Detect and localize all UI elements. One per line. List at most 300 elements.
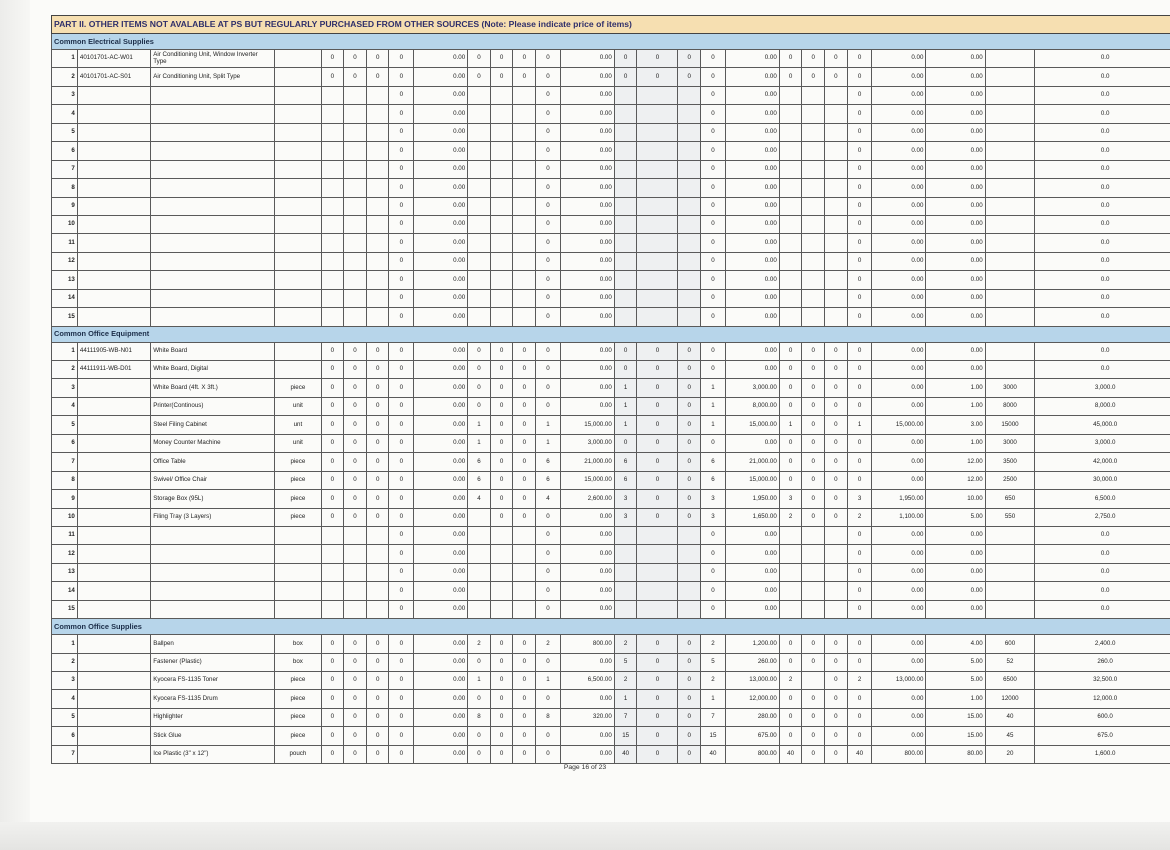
table-cell	[151, 86, 275, 104]
table-cell: 1	[701, 379, 726, 397]
table-cell: Kyocera FS-1135 Toner	[151, 672, 275, 690]
table-cell	[344, 179, 367, 197]
table-cell: 0	[536, 526, 561, 544]
table-cell	[151, 234, 275, 252]
table-cell: 1	[701, 690, 726, 708]
table-row	[52, 600, 1170, 618]
table-cell: 0	[637, 708, 678, 726]
table-cell: 0	[389, 545, 414, 563]
table-cell: 0.00	[926, 123, 985, 141]
table-cell: 0	[637, 434, 678, 452]
table-cell: Printer(Continous)	[151, 397, 275, 415]
table-cell: 0	[825, 342, 848, 360]
table-cell: 8000	[985, 397, 1035, 415]
scan-shadow-bottom	[0, 822, 1170, 850]
table-cell: 0.00	[926, 600, 985, 618]
table-cell: 0	[847, 289, 872, 307]
table-cell	[779, 215, 802, 233]
table-cell: 0	[389, 526, 414, 544]
table-cell: 0	[490, 508, 513, 526]
table-cell	[825, 142, 848, 160]
table-cell: 0	[779, 397, 802, 415]
table-row	[52, 142, 1170, 160]
table-cell	[802, 105, 825, 123]
table-cell: 80.00	[926, 745, 985, 763]
table-cell: 0	[825, 508, 848, 526]
table-row	[52, 545, 1170, 563]
table-cell: 8,000.0	[1035, 397, 1170, 415]
table-cell: 3	[779, 490, 802, 508]
table-cell	[77, 215, 150, 233]
table-cell: 0	[468, 745, 491, 763]
table-cell: 0	[321, 50, 344, 68]
table-cell	[490, 600, 513, 618]
table-cell	[77, 289, 150, 307]
table-cell	[678, 105, 701, 123]
table-cell: 0.00	[560, 653, 614, 671]
table-cell: 15000	[985, 416, 1035, 434]
table-cell	[344, 142, 367, 160]
table-cell: 0.00	[414, 308, 468, 326]
table-cell: 0	[490, 361, 513, 379]
table-cell: 0	[825, 68, 848, 86]
table-cell	[802, 600, 825, 618]
table-row	[52, 708, 1170, 726]
table-cell: 280.00	[725, 708, 779, 726]
table-cell: 0	[847, 179, 872, 197]
table-cell	[825, 252, 848, 270]
table-cell: 0.00	[725, 197, 779, 215]
table-cell	[637, 526, 678, 544]
table-cell	[321, 197, 344, 215]
table-cell	[513, 105, 536, 123]
table-cell: 0	[678, 471, 701, 489]
table-cell	[321, 563, 344, 581]
table-cell: 0.00	[414, 471, 468, 489]
table-cell: box	[275, 635, 321, 653]
table-cell: 0	[366, 397, 389, 415]
table-cell: 0	[536, 508, 561, 526]
table-cell	[275, 105, 321, 123]
table-cell: 0	[389, 582, 414, 600]
table-cell: 0.00	[560, 379, 614, 397]
table-cell: 0	[802, 434, 825, 452]
table-cell	[637, 271, 678, 289]
table-cell	[513, 582, 536, 600]
table-cell: 12	[52, 252, 78, 270]
table-cell: 0	[513, 361, 536, 379]
table-row	[52, 160, 1170, 178]
table-cell	[275, 142, 321, 160]
table-cell: 0	[847, 471, 872, 489]
table-cell: Office Table	[151, 453, 275, 471]
table-cell: 1	[468, 434, 491, 452]
table-cell	[779, 308, 802, 326]
table-cell: 0.00	[414, 234, 468, 252]
table-cell	[275, 197, 321, 215]
table-cell: 0	[847, 215, 872, 233]
table-cell: 52	[985, 653, 1035, 671]
table-cell	[614, 271, 637, 289]
table-cell	[321, 252, 344, 270]
table-cell: 0.00	[560, 105, 614, 123]
table-cell: 0	[366, 672, 389, 690]
table-cell: 3,000.0	[1035, 434, 1170, 452]
table-cell: Fastener (Plastic)	[151, 653, 275, 671]
table-cell: 0	[536, 86, 561, 104]
table-cell	[678, 197, 701, 215]
table-cell: 0.00	[414, 215, 468, 233]
table-cell: 0	[490, 690, 513, 708]
table-cell: 0	[678, 653, 701, 671]
table-cell: 45	[985, 727, 1035, 745]
table-cell: 0	[847, 68, 872, 86]
table-cell: Steel Filing Cabinet	[151, 416, 275, 434]
scan-shadow-left	[0, 0, 30, 850]
table-cell: 0	[344, 50, 367, 68]
table-cell: 15,000.00	[560, 471, 614, 489]
table-cell: 4	[468, 490, 491, 508]
table-cell: 10	[52, 215, 78, 233]
table-cell: 13,000.00	[725, 672, 779, 690]
table-cell	[678, 179, 701, 197]
table-cell	[614, 308, 637, 326]
table-cell: 0	[389, 416, 414, 434]
table-cell: 0	[701, 563, 726, 581]
table-cell: 0.0	[1035, 563, 1170, 581]
table-cell	[77, 471, 150, 489]
table-row	[52, 271, 1170, 289]
table-cell: 0	[536, 179, 561, 197]
table-cell: 0	[825, 653, 848, 671]
table-cell: 0.00	[560, 271, 614, 289]
table-cell: 0	[389, 68, 414, 86]
table-cell: 0.00	[926, 105, 985, 123]
table-cell	[77, 234, 150, 252]
table-cell	[366, 215, 389, 233]
table-cell: 1	[701, 397, 726, 415]
table-cell	[678, 252, 701, 270]
table-cell: 0	[802, 416, 825, 434]
table-cell: 8	[52, 471, 78, 489]
table-cell: 0	[825, 416, 848, 434]
table-cell: 0	[344, 490, 367, 508]
table-cell	[779, 526, 802, 544]
table-cell: 6500	[985, 672, 1035, 690]
table-cell: 0.00	[560, 160, 614, 178]
table-cell: 0	[802, 453, 825, 471]
table-cell	[614, 179, 637, 197]
table-cell	[77, 179, 150, 197]
table-cell: 0.00	[926, 50, 985, 68]
table-cell: 1	[614, 397, 637, 415]
table-cell: 0	[513, 397, 536, 415]
table-cell: 0	[779, 361, 802, 379]
table-cell: 0.0	[1035, 234, 1170, 252]
table-cell: 0	[637, 453, 678, 471]
table-cell	[802, 252, 825, 270]
table-cell: 0	[637, 68, 678, 86]
table-cell	[825, 289, 848, 307]
table-cell: 4	[52, 690, 78, 708]
table-cell: 2	[614, 672, 637, 690]
table-cell	[802, 86, 825, 104]
table-cell	[779, 563, 802, 581]
table-cell: 0	[389, 434, 414, 452]
table-cell: 40101701-AC-W01	[77, 50, 150, 68]
table-cell: 0	[701, 68, 726, 86]
table-cell: 0	[536, 690, 561, 708]
table-cell: 0	[389, 86, 414, 104]
table-cell: 4	[52, 397, 78, 415]
table-cell: 2	[536, 635, 561, 653]
table-cell: 0	[536, 252, 561, 270]
section-title: Common Office Supplies	[52, 619, 1170, 635]
table-cell	[151, 526, 275, 544]
table-cell: 0.00	[414, 434, 468, 452]
table-cell: 0.0	[1035, 86, 1170, 104]
table-cell	[513, 308, 536, 326]
table-cell	[77, 252, 150, 270]
table-cell: 0.00	[560, 508, 614, 526]
table-cell	[77, 123, 150, 141]
table-cell	[490, 105, 513, 123]
table-cell: 550	[985, 508, 1035, 526]
table-cell: 0.0	[1035, 289, 1170, 307]
table-cell: 0	[389, 635, 414, 653]
table-row	[52, 745, 1170, 763]
table-cell: 0	[536, 160, 561, 178]
table-cell: 0	[513, 50, 536, 68]
table-cell: 3,000.00	[560, 434, 614, 452]
table-cell: 0	[847, 708, 872, 726]
table-cell: 0.00	[926, 68, 985, 86]
table-cell: 0	[678, 690, 701, 708]
table-cell	[678, 234, 701, 252]
table-cell	[77, 600, 150, 618]
table-cell	[779, 105, 802, 123]
table-cell: 0	[825, 690, 848, 708]
table-cell	[366, 545, 389, 563]
table-cell	[779, 142, 802, 160]
table-cell: 0.0	[1035, 582, 1170, 600]
table-cell: 5.00	[926, 672, 985, 690]
table-cell: 3	[52, 379, 78, 397]
table-cell: 0	[779, 453, 802, 471]
table-cell: 0	[513, 672, 536, 690]
table-cell: 0	[389, 600, 414, 618]
table-cell: 0.00	[560, 234, 614, 252]
table-cell: 0	[468, 361, 491, 379]
table-cell	[678, 215, 701, 233]
table-cell	[77, 708, 150, 726]
table-cell: 0	[701, 526, 726, 544]
table-cell: 0.0	[1035, 545, 1170, 563]
table-cell: 0	[678, 453, 701, 471]
table-cell: 0.00	[926, 545, 985, 563]
table-cell	[490, 123, 513, 141]
table-row	[52, 234, 1170, 252]
table-cell: 3	[52, 86, 78, 104]
table-cell	[490, 308, 513, 326]
table-cell: 0	[366, 361, 389, 379]
table-cell	[985, 50, 1035, 68]
table-cell	[985, 86, 1035, 104]
table-cell	[513, 234, 536, 252]
table-cell: White Board	[151, 342, 275, 360]
table-cell: 0.00	[872, 545, 926, 563]
table-cell: 0.00	[872, 160, 926, 178]
table-cell: 0	[344, 653, 367, 671]
table-cell	[825, 234, 848, 252]
table-cell	[366, 86, 389, 104]
table-cell	[802, 123, 825, 141]
table-cell: 0	[321, 745, 344, 763]
table-cell: 0	[366, 342, 389, 360]
table-cell	[468, 526, 491, 544]
table-cell	[275, 68, 321, 86]
table-cell: 0.00	[872, 453, 926, 471]
table-cell: 0	[468, 68, 491, 86]
table-cell	[321, 160, 344, 178]
table-cell	[321, 105, 344, 123]
table-cell	[985, 215, 1035, 233]
table-cell: 0	[389, 508, 414, 526]
table-cell: 0.00	[414, 635, 468, 653]
table-cell	[985, 234, 1035, 252]
table-cell	[825, 179, 848, 197]
table-cell	[321, 545, 344, 563]
table-cell: 0	[678, 745, 701, 763]
table-cell	[637, 179, 678, 197]
table-cell: 0	[701, 179, 726, 197]
table-cell: 0	[847, 379, 872, 397]
table-cell	[77, 690, 150, 708]
table-cell: 0.0	[1035, 526, 1170, 544]
table-cell: 0	[344, 635, 367, 653]
table-cell: 0	[536, 653, 561, 671]
table-cell	[468, 271, 491, 289]
table-cell	[366, 582, 389, 600]
table-cell: 0	[321, 490, 344, 508]
table-cell: 0.00	[872, 289, 926, 307]
table-cell	[779, 86, 802, 104]
table-cell: piece	[275, 672, 321, 690]
page-number: Page 16 of 23	[563, 764, 607, 771]
table-cell	[321, 86, 344, 104]
table-cell	[490, 197, 513, 215]
table-cell	[275, 545, 321, 563]
table-cell: 0.00	[926, 308, 985, 326]
table-cell: 0	[321, 635, 344, 653]
table-cell: 0	[366, 490, 389, 508]
table-cell: 4.00	[926, 635, 985, 653]
table-cell: 0	[701, 252, 726, 270]
table-cell: 0	[536, 379, 561, 397]
table-cell: 0	[678, 490, 701, 508]
table-cell: 0	[321, 397, 344, 415]
table-cell: 0.00	[872, 197, 926, 215]
table-cell: 0	[637, 379, 678, 397]
table-cell	[985, 600, 1035, 618]
table-row	[52, 397, 1170, 415]
table-cell: 0	[536, 397, 561, 415]
table-cell: 0.0	[1035, 197, 1170, 215]
table-cell	[366, 123, 389, 141]
table-cell: 0	[614, 50, 637, 68]
table-cell: 2	[52, 653, 78, 671]
table-cell: 0	[389, 105, 414, 123]
table-cell: 0.0	[1035, 271, 1170, 289]
table-cell: 0	[389, 289, 414, 307]
table-cell: 0	[847, 727, 872, 745]
table-cell: 0.00	[926, 197, 985, 215]
table-cell: 0	[321, 361, 344, 379]
table-cell: 0	[825, 434, 848, 452]
table-cell	[77, 490, 150, 508]
table-cell	[77, 197, 150, 215]
table-cell: 0	[344, 342, 367, 360]
table-cell: 675.00	[725, 727, 779, 745]
table-cell	[468, 179, 491, 197]
part-title-row	[52, 16, 1170, 34]
table-cell	[344, 123, 367, 141]
table-row	[52, 416, 1170, 434]
table-cell: 0.00	[560, 582, 614, 600]
table-cell: 0	[779, 471, 802, 489]
table-cell	[825, 308, 848, 326]
table-cell	[77, 416, 150, 434]
table-cell	[77, 526, 150, 544]
table-cell: 1	[468, 672, 491, 690]
table-cell: 0.0	[1035, 68, 1170, 86]
table-cell: 3	[701, 490, 726, 508]
table-cell: 0.00	[926, 234, 985, 252]
table-cell: 0	[536, 600, 561, 618]
table-cell: 1	[614, 690, 637, 708]
table-cell	[77, 582, 150, 600]
table-cell: 0	[847, 434, 872, 452]
table-cell: 0	[637, 397, 678, 415]
table-cell: 0	[321, 653, 344, 671]
table-cell	[77, 397, 150, 415]
table-cell	[468, 160, 491, 178]
table-cell	[985, 563, 1035, 581]
table-cell: 0	[825, 397, 848, 415]
table-cell	[366, 271, 389, 289]
table-cell	[344, 86, 367, 104]
table-cell: 8,000.00	[725, 397, 779, 415]
table-cell	[321, 308, 344, 326]
table-cell	[321, 526, 344, 544]
table-cell	[825, 545, 848, 563]
table-cell	[77, 271, 150, 289]
table-cell: 0.0	[1035, 105, 1170, 123]
table-cell: 1,600.0	[1035, 745, 1170, 763]
table-cell: 0	[536, 68, 561, 86]
table-cell	[366, 142, 389, 160]
table-cell: 0.00	[872, 582, 926, 600]
table-cell	[344, 582, 367, 600]
table-cell: 0	[701, 342, 726, 360]
table-cell: 0	[468, 342, 491, 360]
table-cell	[802, 179, 825, 197]
table-cell: 0.00	[414, 453, 468, 471]
table-cell	[678, 142, 701, 160]
table-cell: 10	[52, 508, 78, 526]
table-cell	[490, 86, 513, 104]
table-cell: 0.00	[872, 434, 926, 452]
